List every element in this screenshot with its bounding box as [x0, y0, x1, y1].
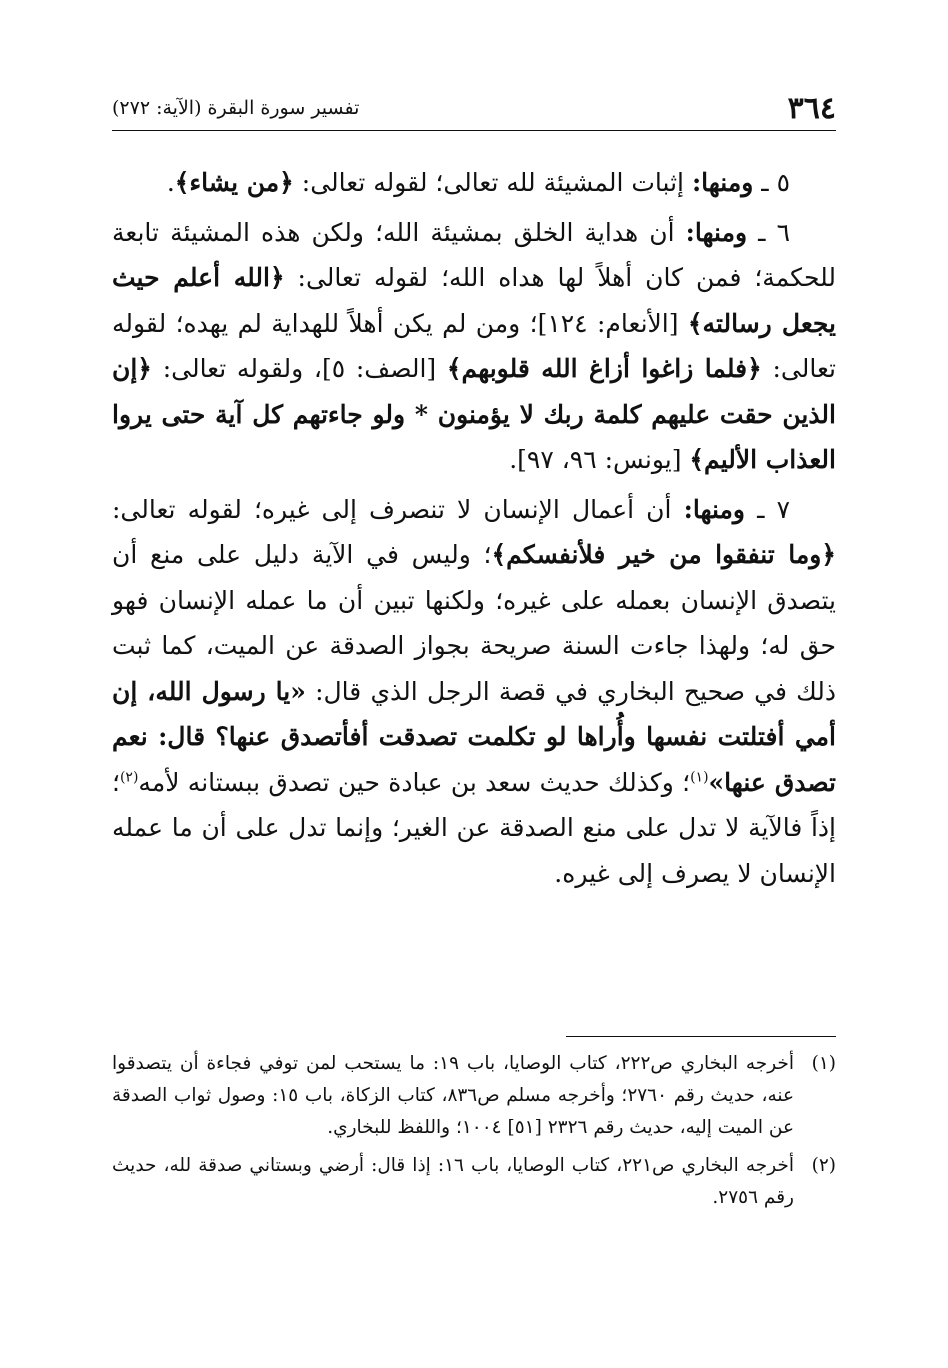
paragraph-text: ؛ إذاً فالآية لا تدل على منع الصدقة عن الغير؛ وإنما تدل على أن ما عمله الإنسان لا يصرف إلى غيره. — [112, 767, 836, 888]
footnote-1 — [112, 1048, 836, 1144]
paragraph-lead: ومنها: — [683, 494, 745, 524]
paragraph-number: ٥ ـ — [761, 168, 790, 197]
footnote-divider — [566, 1036, 836, 1037]
paragraph-6 — [112, 210, 836, 483]
paragraph-number: ٦ ـ — [758, 217, 791, 247]
running-title: تفسير سورة البقرة (الآية: ٢٧٢) — [112, 97, 360, 119]
quran-quote: ﴿إن الذين حقت عليهم كلمة ربك لا يؤمنون * ولو جاءتهم كل آية حتى يروا العذاب الأليم﴾ — [112, 354, 836, 474]
paragraph-lead: ومنها: — [685, 217, 748, 247]
paragraph-text: [الأنعام: ١٢٤]؛ ومن لم يكن أهلاً للهداية لم يهده؛ لقوله تعالى: — [112, 308, 836, 383]
footnote-2 — [112, 1150, 836, 1214]
footnote-number: (٢) — [811, 1155, 836, 1176]
paragraph-number: ٧ ـ — [757, 494, 791, 524]
hadith-quote: «يا رسول الله، إن أمي أفتلتت نفسها وأُراها لو تكلمت تصدقت أفأتصدق عنها؟ قال: نعم تصدق عنها» — [112, 676, 837, 797]
paragraph-text: ؛ وكذلك حديث سعد بن عبادة حين تصدق ببستانه لأمه — [138, 767, 691, 797]
quran-quote: ﴿وما تنفقوا من خير فلأنفسكم﴾ — [491, 540, 837, 569]
paragraph-text: ؛ وليس في الآية دليل على منع أن يتصدق الإنسان بعمله على غيره؛ ولكنها تبين أن ما عمله الإنسان فهو حق له؛ ولهذا جاءت السنة صريحة بجواز الصدقة عن الميت، كما ثبت ذلك في صحيح البخاري في قصة الرجل الذي قال: — [112, 540, 836, 706]
quran-quote: ﴿الله أعلم حيث يجعل رسالته﴾ — [112, 263, 836, 338]
paragraph-text: أن هداية الخلق بمشيئة الله؛ ولكن هذه المشيئة تابعة للحكمة؛ فمن كان أهلاً لها هداه الله؛ لقوله تعالى: — [112, 217, 836, 292]
paragraph-text: أن أعمال الإنسان لا تنصرف إلى غيره؛ لقوله تعالى: — [112, 494, 672, 524]
paragraph-text: . — [166, 168, 175, 197]
main-text — [112, 160, 836, 900]
paragraph-text: [يونس: ٩٦، ٩٧]. — [509, 445, 682, 474]
footnote-marker: (٢) — [119, 769, 139, 786]
quran-quote: ﴿من يشاء﴾ — [174, 168, 294, 197]
footnote-number: (١) — [811, 1053, 836, 1074]
footnote-text: أخرجه البخاري ص٢٢٢، كتاب الوصايا، باب ١٩: ما يستحب لمن توفي فجاءة أن يتصدقوا عنه، حديث رقم ٢٧٦٠؛ وأخرجه مسلم ص٨٣٦، كتاب الزكاة، باب ١٥: وصول ثواب الصدقة عن الميت إليه، حديث رقم ٢٣٢٦ [٥١] ١٠٠٤؛ واللفظ للبخاري. — [112, 1053, 795, 1138]
paragraph-text: إثبات المشيئة لله تعالى؛ لقوله تعالى: — [301, 168, 684, 197]
footnote-text: أخرجه البخاري ص٢٢١، كتاب الوصايا، باب ١٦: إذا قال: أرضي وبستاني صدقة لله، حديث رقم ٢٧٥٦. — [112, 1155, 794, 1208]
page-number: ٣٦٤ — [787, 90, 836, 126]
header-divider — [112, 130, 836, 131]
paragraph-7 — [112, 487, 836, 897]
page-header — [112, 88, 836, 128]
paragraph-5 — [112, 160, 836, 206]
footnotes — [112, 1048, 836, 1220]
paragraph-text: [الصف: ٥]، ولقوله تعالى: — [162, 354, 437, 383]
footnote-marker: (١) — [690, 769, 709, 786]
paragraph-lead: ومنها: — [691, 168, 754, 197]
quran-quote: ﴿فلما زاغوا أزاغ الله قلوبهم﴾ — [446, 354, 762, 383]
